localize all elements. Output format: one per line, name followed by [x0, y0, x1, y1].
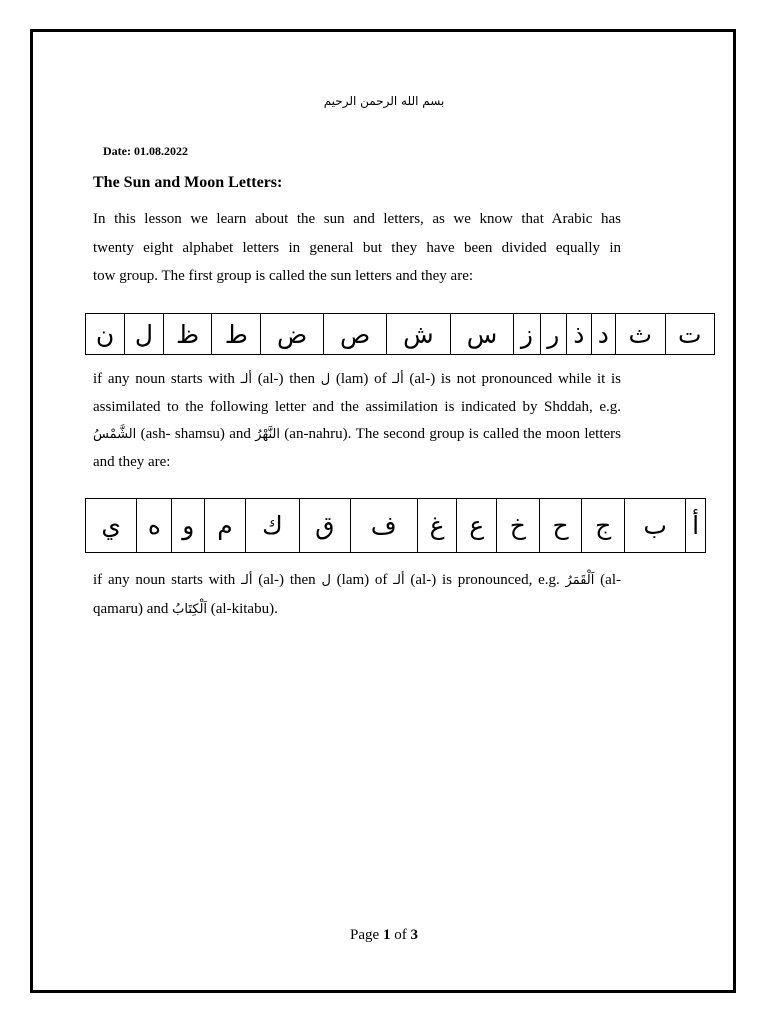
- sun-letter: ط: [212, 314, 261, 355]
- sun-letters-table: [85, 313, 715, 355]
- sun-letter: ش: [387, 314, 451, 355]
- sun-letters-row: [86, 314, 715, 355]
- current-page: 1: [382, 927, 391, 943]
- sun-letter: ز: [514, 314, 540, 355]
- moon-letter: ف: [350, 499, 417, 553]
- sun-letters-explanation: [93, 366, 621, 476]
- text-run: (al-kitabu).: [207, 601, 278, 617]
- intro-line-1: In this lesson we learn about the sun and letters, as we know that Arabic has: [93, 211, 621, 227]
- sun-letter: ل: [125, 314, 164, 355]
- moon-letter: ع: [457, 499, 497, 553]
- moon-letters-table: [85, 498, 706, 553]
- text-run: (al-) is pronounced, e.g.: [404, 572, 566, 588]
- basmala: بسم الله الرحمن الرحيم: [323, 94, 445, 108]
- moon-letter: خ: [497, 499, 540, 553]
- moon-letter: و: [172, 499, 205, 553]
- intro-line-2: twenty eight alphabet letters in general but they have been divided equally in: [93, 239, 621, 256]
- page-number-footer: [0, 927, 768, 944]
- moon-letter: ي: [86, 499, 137, 553]
- arabic-prefix: ألـ: [392, 372, 404, 387]
- page-of-label: of: [390, 927, 411, 943]
- arabic-example: النَّهْرُ: [255, 427, 280, 442]
- moon-letter: غ: [417, 499, 457, 553]
- text-run: (al-) then: [252, 572, 322, 588]
- moon-letter: أ: [686, 499, 706, 553]
- text-run: (lam) of: [330, 371, 393, 387]
- text-run: (an-nahru). The second group is called the moon letters and they are:: [93, 426, 621, 470]
- sun-letter: ذ: [567, 314, 591, 355]
- arabic-example: اَلْكِتَابُ: [172, 602, 208, 617]
- sun-letter: ث: [616, 314, 666, 355]
- moon-letter: ق: [299, 499, 350, 553]
- moon-letters-explanation: [93, 566, 621, 624]
- total-pages: 3: [410, 927, 418, 943]
- arabic-prefix: ألـ: [241, 573, 253, 588]
- page-label: Page: [350, 927, 383, 943]
- text-run: if any noun starts with: [93, 371, 241, 387]
- sun-letter: ن: [86, 314, 125, 355]
- text-run: (al-qamaru) and: [93, 572, 621, 617]
- moon-letter: ح: [539, 499, 582, 553]
- text-run: (lam) of: [330, 572, 394, 588]
- sun-letter: د: [591, 314, 615, 355]
- page-title: The Sun and Moon Letters:: [93, 174, 283, 191]
- moon-letter: ه: [137, 499, 172, 553]
- text-run: if any noun starts with: [93, 572, 242, 588]
- sun-letter: ص: [324, 314, 387, 355]
- moon-letter: ج: [582, 499, 625, 553]
- intro-paragraph: [93, 205, 621, 291]
- arabic-lam: ل: [320, 372, 331, 387]
- intro-line-3: tow group. The first group is called the sun letters and they are:: [93, 268, 474, 284]
- text-run: (ash- shamsu) and: [136, 426, 256, 442]
- date-line: Date: 01.08.2022: [103, 144, 188, 158]
- moon-letter: ك: [246, 499, 300, 553]
- text-run: (al-) then: [252, 371, 321, 387]
- moon-letter: م: [205, 499, 246, 553]
- sun-letter: ت: [665, 314, 715, 355]
- moon-letters-row: [86, 499, 706, 553]
- arabic-prefix: ألـ: [240, 372, 253, 387]
- sun-letter: ر: [540, 314, 566, 355]
- arabic-example: الشَّمْسُ: [93, 427, 137, 442]
- sun-letter: س: [450, 314, 514, 355]
- sun-letter: ض: [261, 314, 324, 355]
- arabic-example: اَلْقَمَرُ: [565, 573, 595, 588]
- sun-letter: ظ: [163, 314, 212, 355]
- arabic-lam: ل: [321, 573, 331, 588]
- arabic-prefix: ألـ: [393, 573, 405, 588]
- text-run: (al-) is not pronounced while it is assimilated to the following letter and the assimilation is indicated by Shddah, e.g.: [93, 371, 622, 415]
- moon-letter: ب: [625, 499, 686, 553]
